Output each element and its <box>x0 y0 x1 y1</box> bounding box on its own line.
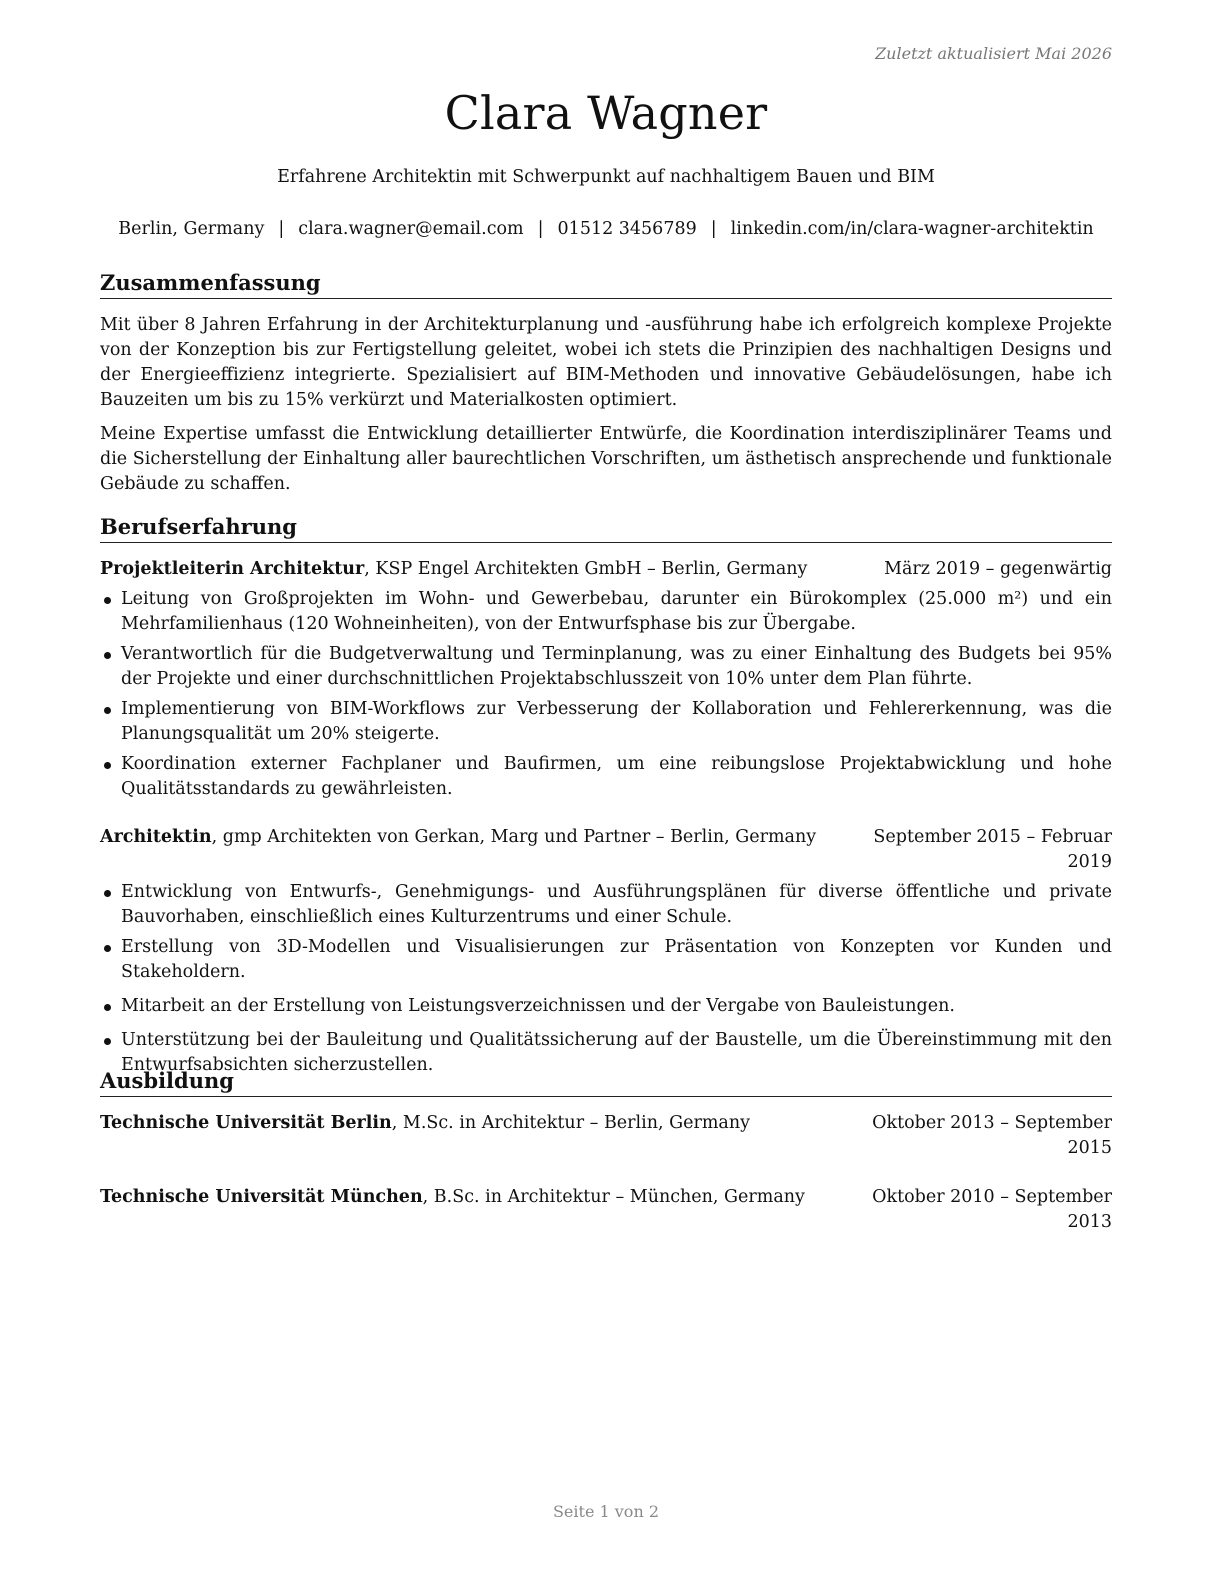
contact-linkedin[interactable]: linkedin.com/in/clara-wagner-architektin <box>730 219 1094 239</box>
experience-section <box>100 514 1112 1078</box>
education-dates: Oktober 2013 – September 2015 <box>872 1113 1112 1158</box>
contact-location: Berlin, Germany <box>118 219 265 239</box>
list-item: Verantwortlich für die Budgetverwaltung und Terminplanung, was zu einer Einhaltung des Budgets bei 95% der Projekte und einer durchschnittlichen Projektabschlusszeit von 10% unter dem Plan führte. <box>100 642 1112 692</box>
page-number: Seite 1 von 2 <box>552 1502 660 1521</box>
job-details: , gmp Architekten von Gerkan, Marg und Partner – Berlin, Germany <box>211 827 817 847</box>
summary-section <box>100 270 1112 497</box>
section-title-education: Ausbildung <box>100 1068 1112 1097</box>
contact-separator: | <box>278 219 285 239</box>
summary-paragraph: Mit über 8 Jahren Erfahrung in der Architekturplanung und -ausführung habe ich erfolgreich komplexe Projekte von der Konzeption bis zur Fertigstellung geleitet, wobei ich stets die Prinzipien des nachhaltigen Designs und der Energieeffizienz integrierte. Spezialisiert auf BIM-Methoden und innovative Gebäudelösungen, habe ich Bauzeiten um bis zu 15% verkürzt und Materialkosten optimiert. <box>100 315 1112 410</box>
list-item: Entwicklung von Entwurfs-, Genehmigungs- und Ausführungsplänen für diverse öffentliche und private Bauvorhaben, einschließlich eines Kulturzentrums und einer Schule. <box>100 880 1112 930</box>
list-item: Implementierung von BIM-Workflows zur Verbesserung der Kollaboration und Fehlererkennung, was die Planungsqualität um 20% steigerte. <box>100 697 1112 747</box>
degree-details: , B.Sc. in Architektur – München, Germany <box>422 1187 805 1207</box>
job-bullets <box>100 880 1112 1078</box>
list-item: Leitung von Großprojekten im Wohn- und Gewerbebau, darunter ein Bürokomplex (25.000 m²) und ein Mehrfamilienhaus (120 Wohneinheiten), von der Entwurfsphase bis zur Übergabe. <box>100 587 1112 637</box>
school-name: Technische Universität München <box>100 1187 423 1207</box>
resume-page <box>100 0 1112 1584</box>
education-dates: Oktober 2010 – September 2013 <box>872 1187 1112 1232</box>
contact-separator: | <box>710 219 717 239</box>
contact-email[interactable]: clara.wagner@email.com <box>298 219 524 239</box>
school-name: Technische Universität Berlin <box>100 1113 392 1133</box>
section-title-experience: Berufserfahrung <box>100 514 1112 543</box>
summary-paragraph: Meine Expertise umfasst die Entwicklung detaillierter Entwürfe, die Koordination interdisziplinärer Teams und die Sicherstellung der Einhaltung aller baurechtlichen Vorschriften, um ästhetisch ansprechende und funktionale Gebäude zu schaffen. <box>100 424 1112 494</box>
contact-separator: | <box>537 219 544 239</box>
education-header <box>100 1111 1112 1161</box>
job-role: Projektleiterin Architektur <box>100 559 365 579</box>
contact-phone[interactable]: 01512 3456789 <box>557 219 697 239</box>
job-dates: März 2019 – gegenwärtig <box>884 559 1112 579</box>
job-role: Architektin <box>100 827 212 847</box>
job-header <box>100 825 1112 875</box>
education-entry <box>100 1185 1112 1235</box>
last-updated-note: Zuletzt aktualisiert Mai 2026 <box>875 44 1112 63</box>
education-header <box>100 1185 1112 1235</box>
list-item: Erstellung von 3D-Modellen und Visualisierungen zur Präsentation von Konzepten vor Kunden und Stakeholdern. <box>100 935 1112 985</box>
list-item: Koordination externer Fachplaner und Baufirmen, um eine reibungslose Projektabwicklung und hohe Qualitätsstandards zu gewährleisten. <box>100 752 1112 802</box>
candidate-name: Clara Wagner <box>444 86 768 140</box>
education-entry <box>100 1111 1112 1161</box>
job-details: , KSP Engel Architekten GmbH – Berlin, Germany <box>364 559 808 579</box>
contact-line <box>100 219 1112 239</box>
job-entry <box>100 557 1112 802</box>
job-header <box>100 557 1112 582</box>
section-title-summary: Zusammenfassung <box>100 270 1112 299</box>
education-section <box>100 1068 1112 1235</box>
job-bullets <box>100 587 1112 802</box>
list-item: Unterstützung bei der Bauleitung und Qualitätssicherung auf der Baustelle, um die Übereinstimmung mit den Entwurfsabsichten sicherzustellen. <box>100 1028 1112 1078</box>
degree-details: , M.Sc. in Architektur – Berlin, Germany <box>391 1113 751 1133</box>
job-dates: September 2015 – Februar 2019 <box>873 827 1112 872</box>
job-entry <box>100 825 1112 1078</box>
list-item: Mitarbeit an der Erstellung von Leistungsverzeichnissen und der Vergabe von Bauleistungen. <box>100 994 1112 1019</box>
tagline: Erfahrene Architektin mit Schwerpunkt auf nachhaltigem Bauen und BIM <box>277 167 935 187</box>
